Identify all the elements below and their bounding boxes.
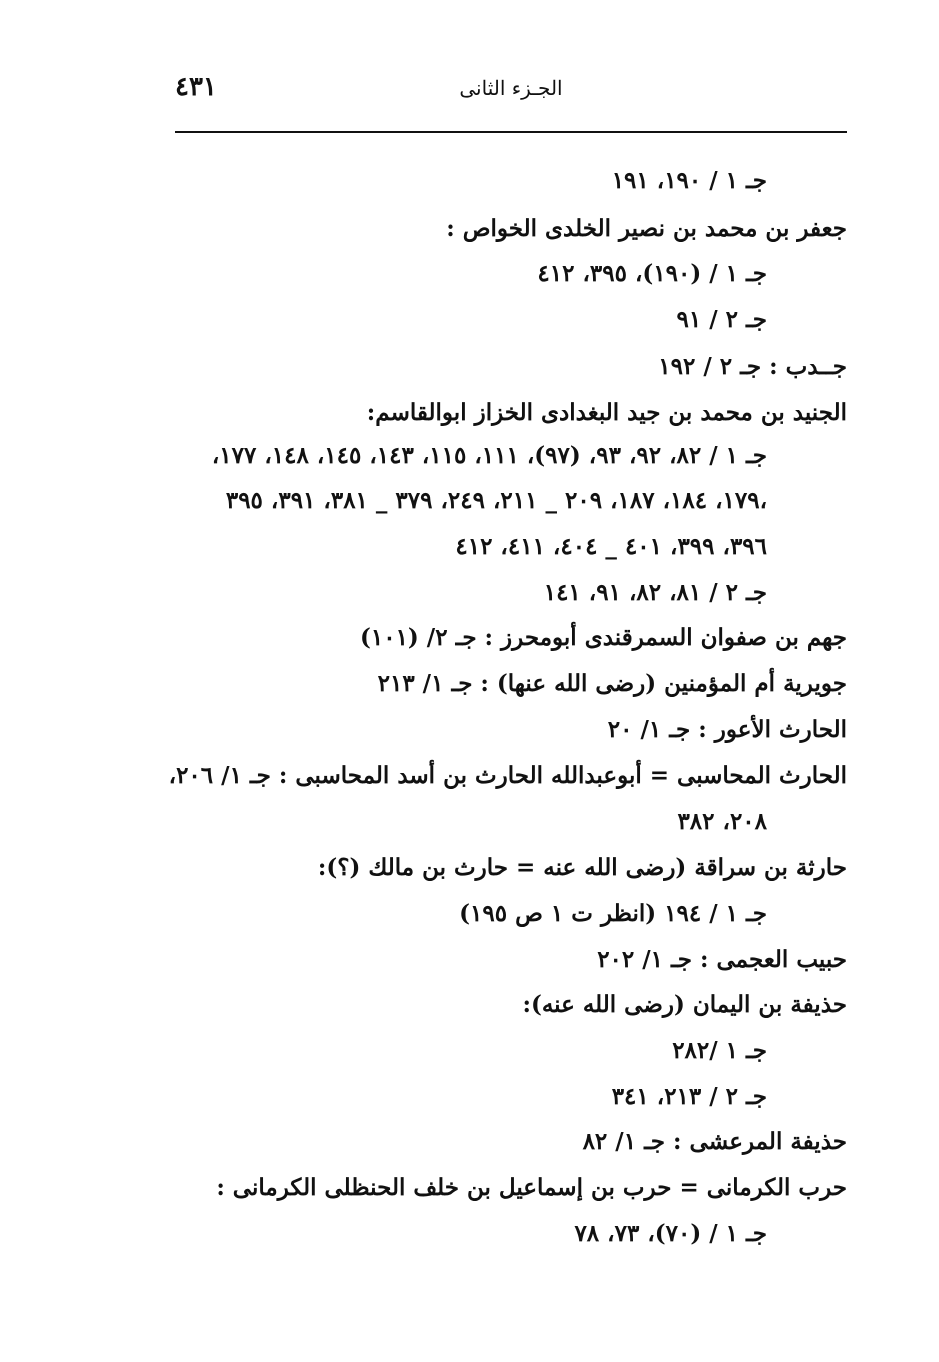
index-entry: حارثة بن سراقة (رضى الله عنه = حارث بن مالك (؟): xyxy=(317,854,847,881)
header-rule xyxy=(175,131,847,133)
index-subentry: جـ ٢ / ٢١٣، ٣٤١ xyxy=(611,1083,767,1110)
index-subentry: جـ ١ /٢٨٢ xyxy=(672,1037,767,1064)
index-subentry: جـ ١ / ٨٢، ٩٢، ٩٣، (٩٧)، ١١١، ١١٥، ١٤٣، ١٤٥، ١٤٨، ١٧٧، xyxy=(211,442,767,469)
index-subentry: جـ ١ / ١٩٠، ١٩١ xyxy=(611,167,767,194)
index-subentry: جـ ٢ / ٩١ xyxy=(676,306,767,333)
index-continuation: ٣٩٦، ٣٩٩، ٤٠١ _ ٤٠٤، ٤١١، ٤١٢ xyxy=(455,533,767,560)
index-entry: الحارث الأعور : جـ ١/ ٢٠ xyxy=(607,716,847,743)
index-entry: جهم بن صفوان السمرقندى أبومحرز : جـ ٢/ (١٠١) xyxy=(359,624,847,651)
index-entry: حذيفة بن اليمان (رضى الله عنه): xyxy=(522,991,847,1018)
index-continuation: ١٧٩، ١٨٤، ١٨٧، ٢٠٩ _ ٢١١، ٢٤٩، ٣٧٩ _ ٣٨١، ٣٩١، ٣٩٥، xyxy=(225,487,767,514)
index-subentry: جـ ٢ / ٨١، ٨٢، ٩١، ١٤١ xyxy=(543,579,767,606)
index-subentry: جـ ١ / (١٩٠)، ٣٩٥، ٤١٢ xyxy=(537,260,767,287)
index-entry: جــدب : جـ ٢ / ١٩٢ xyxy=(658,353,847,380)
index-entry: حرب الكرمانى = حرب بن إسماعيل بن خلف الحنظلى الكرمانى : xyxy=(216,1174,847,1201)
index-entry: حبيب العجمى : جـ ١/ ٢٠٢ xyxy=(597,946,847,973)
running-title: الجـزء الثانى xyxy=(459,76,563,100)
index-entry: جويرية أم المؤمنين (رضى الله عنها) : جـ ١/ ٢١٣ xyxy=(377,670,847,697)
page-header xyxy=(175,72,847,112)
page-number: ٤٣١ xyxy=(175,72,217,102)
index-entry: حذيفة المرعشى : جـ ١/ ٨٢ xyxy=(582,1128,847,1155)
index-entry: جعفر بن محمد بن نصير الخلدى الخواص : xyxy=(446,215,847,242)
index-subentry: جـ ١ / ١٩٤ (انظر ت ١ ص ١٩٥) xyxy=(459,900,767,927)
index-entry: الجنيد بن محمد بن جيد البغدادى الخزاز ابوالقاسم: xyxy=(366,399,847,426)
index-continuation: ٢٠٨، ٣٨٢ xyxy=(677,808,767,835)
index-entry: الحارث المحاسبى = أبوعبدالله الحارث بن أسد المحاسبى : جـ ١/ ٢٠٦، xyxy=(168,762,847,789)
index-subentry: جـ ١ / (٧٠)، ٧٣، ٧٨ xyxy=(574,1220,767,1247)
